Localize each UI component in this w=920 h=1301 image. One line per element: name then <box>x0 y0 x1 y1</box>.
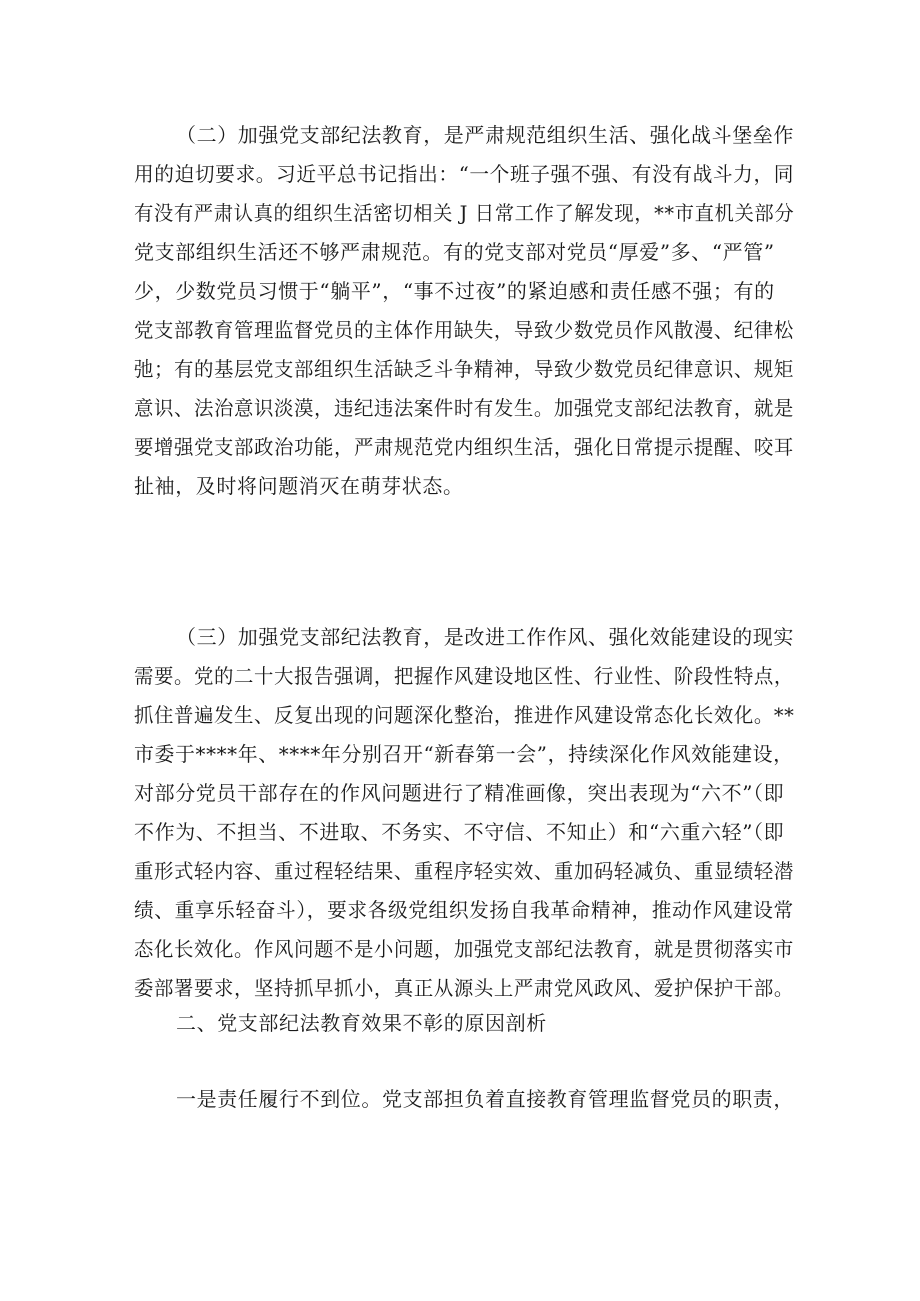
paragraph-line: 委部署要求，坚持抓早抓小，真正从源头上严肃党风政风、爱护保护干部。 <box>134 976 794 1000</box>
paragraph-line: 扯袖，及时将问题消灭在萌芽状态。 <box>134 474 464 498</box>
paragraph-line: 抓住普遍发生、反复出现的问题深化整治，推进作风建设常态化长效化。** <box>134 703 795 727</box>
paragraph-line: 态化长效化。作风问题不是小问题，加强党支部纪法教育，就是贯彻落实市 <box>134 937 794 961</box>
paragraph-line: 用的迫切要求。习近平总书记指出：“一个班子强不强、有没有战斗力，同 <box>134 162 795 186</box>
paragraph-line: （三）加强党支部纪法教育，是改进工作作风、强化效能建设的现实 <box>176 625 794 649</box>
paragraph-line: 少，少数党员习惯于“躺平”，“事不过夜”的紧迫感和责任感不强；有的 <box>134 279 775 303</box>
paragraph-line: 不作为、不担当、不进取、不务实、不守信、不知止）和“六重六轻”（即 <box>134 820 785 844</box>
paragraph-line: 有没有严肃认真的组织生活密切相关 J 日常工作了解发现，**市直机关部分 <box>134 201 795 225</box>
paragraph-line: 需要。党的二十大报告强调，把握作风建设地区性、行业性、阶段性特点， <box>134 664 794 688</box>
paragraph-improve-work-style <box>134 618 794 1008</box>
paragraph-line: 市委于****年、****年分别召开“新春第一会”，持续深化作风效能建设， <box>134 742 794 766</box>
section-heading: 二、党支部纪法教育效果不彰的原因剖析 <box>176 1011 547 1035</box>
paragraph-line: 重形式轻内容、重过程轻结果、重程序轻实效、重加码轻减负、重显绩轻潜 <box>134 859 794 883</box>
paragraph-line: 党支部教育管理监督党员的主体作用缺失，导致少数党员作风散漫、纪律松 <box>134 318 794 342</box>
paragraph-responsibility <box>134 1080 794 1119</box>
paragraph-line: 要增强党支部政治功能，严肃规范党内组织生活，强化日常提示提醒、咬耳 <box>134 435 794 459</box>
paragraph-line: 一是责任履行不到位。党支部担负着直接教育管理监督党员的职责， <box>176 1087 794 1111</box>
paragraph-line: （二）加强党支部纪法教育，是严肃规范组织生活、强化战斗堡垒作 <box>176 123 794 147</box>
paragraph-strengthen-organization-life <box>134 116 794 506</box>
paragraph-line: 党支部组织生活还不够严肃规范。有的党支部对党员“厚爱”多、“严管” <box>134 240 775 264</box>
paragraph-line: 绩、重享乐轻奋斗），要求各级党组织发扬自我革命精神，推动作风建设常 <box>134 898 794 922</box>
paragraph-line: 意识、法治意识淡漠，违纪违法案件时有发生。加强党支部纪法教育，就是 <box>134 396 794 420</box>
paragraph-line: 弛；有的基层党支部组织生活缺乏斗争精神，导致少数党员纪律意识、规矩 <box>134 357 794 381</box>
paragraph-line: 对部分党员干部存在的作风问题进行了精准画像，突出表现为“六不”（即 <box>134 781 785 805</box>
